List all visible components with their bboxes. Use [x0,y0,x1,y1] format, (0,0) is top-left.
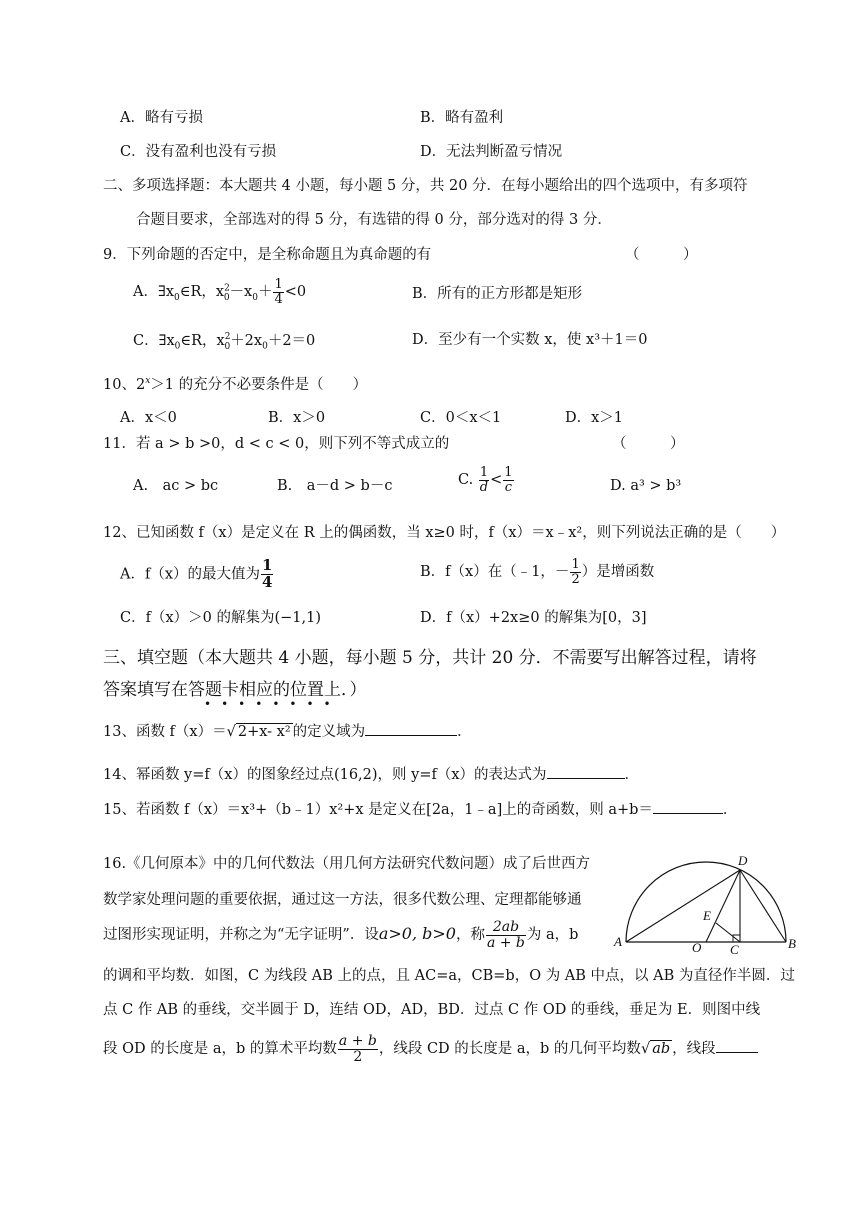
q16-line4: 的调和平均数．如图，C 为线段 AB 上的点，且 AC=a，CB=b，O 为 AB 中点，以 AB 为直径作半圆．过 [103,968,795,984]
q14-answer-blank[interactable] [547,777,625,779]
q16-geom-radical: √ ab [640,1041,671,1058]
q11-option-c: C. $\frac{1}{d}$ < $\frac{1}{c}$ [458,465,513,495]
q15-line: 15、若函数 f（x）＝x³+（b﹣1）x²+x 是定义在[2a，1﹣a]上的奇函数，则 a+b＝ ． [103,802,738,818]
q10-option-a: A．x＜0 [120,410,177,426]
segment-ce [716,923,740,942]
q8-option-a: A．略有亏损 [120,110,203,126]
q8-option-c: C．没有盈利也没有亏损 [120,144,277,160]
label-e: E [703,908,711,923]
q11-option-a: A. ac > bc [133,478,219,494]
q16-line2: 数学家处理问题的重要依据，通过这一方法，很多代数公理、定理都能够通 [103,892,582,908]
section3-heading-line1: 三、填空题（本大题共 4 小题，每小题 5 分，共计 20 分．不需要写出解答过程，请将 [103,648,757,668]
q9-stem: 9．下列命题的否定中，是全称命题且为真命题的有 [103,247,432,263]
q9-a-fraction: $\frac{1}{4}$ [274,277,283,307]
q16-answer-blank[interactable] [716,1051,758,1053]
q15-answer-blank[interactable] [653,812,723,814]
q11-c-fraction-left: $\frac{1}{d}$ [479,465,489,495]
q16-line1: 16.《几何原本》中的几何代数法（用几何方法研究代数问题）成了后世西方 [103,856,591,872]
label-o: O [692,940,702,955]
q11-paren: （ ） [612,436,685,452]
q13-radical: √ 2+x- x² [226,724,291,740]
section3-heading-line2: 答案填写在答题卡相应的位置上．） [103,680,367,700]
q12-stem: 12、已知函数 f（x）是定义在 R 上的偶函数，当 x≥0 时，f（x）＝x﹣x²，则下列说法正确的是（ ） [103,525,786,541]
q9-option-d: D．至少有一个实数 x，使 x³＋1＝0 [412,332,648,348]
q13-answer-blank[interactable] [365,734,457,736]
q12-option-d: D．f（x）+2x≥0 的解集为[0，3] [420,610,647,626]
q12-option-a: A．f（x）的最大值为 $\frac{1}{4}$ [120,556,273,591]
q12-a-fraction: $\frac{1}{4}$ [262,556,273,591]
section2-heading-line2: 合题目要求，全部选对的得 5 分，有选错的得 0 分，部分选对的得 3 分． [136,212,612,228]
section2-heading-line1: 二、多项选择题：本大题共 4 小题，每小题 5 分，共 20 分．在每小题给出的四个选项中，有多项符 [103,178,748,194]
q12-option-c: C．f（x）＞0 的解集为(−1,1) [120,610,321,626]
semicircle-arc [626,862,786,942]
q11-option-b: B. a－d > b－c [277,478,393,494]
q16-harmonic-fraction: $\frac{2ab}{a + b}$ [486,919,525,951]
q8-option-d: D．无法判断盈亏情况 [420,144,563,160]
q16-line3: 过图形实现证明，并称之为“无字证明”．设a>0, b>0，称 $\frac{2ab}{a + b}$ 为 a，b [103,919,579,951]
segment-bd [740,870,786,942]
label-c: C [730,942,739,955]
q11-stem: 11．若 a > b >0，d < c < 0，则下列不等式成立的 [103,436,450,452]
label-a: A [614,934,622,949]
q16-line5: 点 C 作 AB 的垂线，交半圆于 D，连结 OD，AD，BD．过点 C 作 OD 的垂线，垂足为 E．则图中线 [103,1002,761,1018]
q9-option-b: B．所有的正方形都是矩形 [412,286,583,302]
q10-stem: 10、$2^x>1$ 的充分不必要条件是（ ） [103,376,368,393]
q9-option-a: A．$\exists x_0\in R$，$x^2_0-x_0+$ $\frac{1}{4}$ <0 [133,277,307,307]
q10-option-c: C．0＜x＜1 [420,410,502,426]
q9-option-c: C．$\exists x_0\in R$，$x^2_0+2x_0+2=0$ [133,332,316,352]
label-d: D [738,853,748,868]
q10-option-b: B．x＞0 [268,410,326,426]
q12-b-fraction: $\frac{1}{2}$ [571,557,580,587]
label-b: B [788,936,796,951]
q8-option-b: B．略有盈利 [420,110,504,126]
q13-line: 13、函数 f（x）＝√ 2+x- x² 的定义域为 ． [103,724,472,740]
q11-option-d: D. a³ > b³ [610,478,682,494]
semicircle-figure [612,850,797,955]
emphasis-dots: •••••••• [204,697,341,711]
q12-option-b: B．f（x）在（﹣1，－ $\frac{1}{2}$ ）是增函数 [420,557,655,587]
q16-arith-fraction: $\frac{a + b}{2}$ [338,1033,377,1065]
q11-c-fraction-right: $\frac{1}{c}$ [504,465,513,495]
q14-line: 14、幂函数 y=f（x）的图象经过点(16,2)，则 y=f（x）的表达式为 ． [103,767,640,783]
q10-option-d: D．x＞1 [565,410,624,426]
q9-paren: （ ） [625,247,698,263]
q16-line6: 段 OD 的长度是 a，b 的算术平均数 $\frac{a + b}{2}$ ，线段 CD 的长度是 a，b 的几何平均数√ ab ，线段 [103,1034,758,1064]
